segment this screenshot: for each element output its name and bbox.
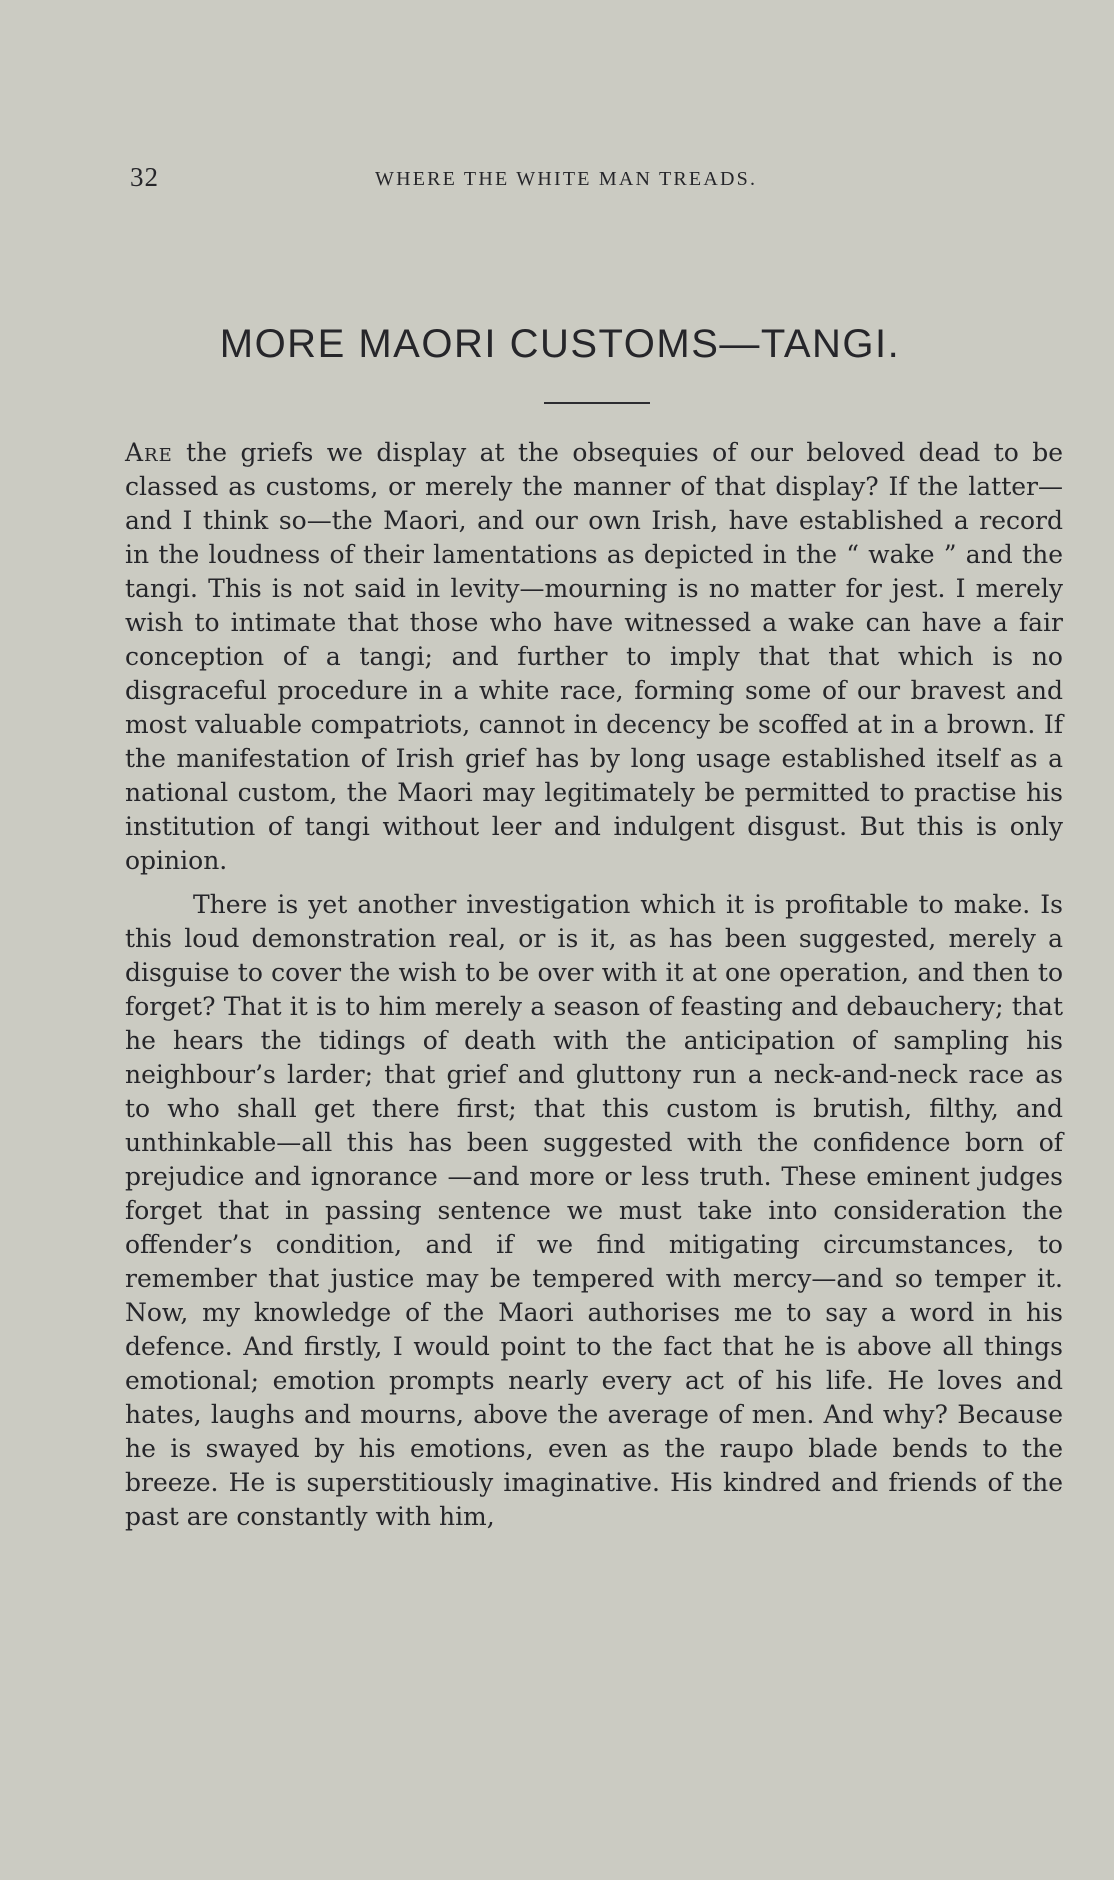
running-title: WHERE THE WHITE MAN TREADS. (375, 168, 758, 190)
title-divider (544, 402, 650, 404)
body-text (125, 436, 1063, 1534)
paragraph-1-lead: Are (125, 438, 173, 467)
paragraph-1-text: the griefs we display at the obsequies of our beloved dead to be classed as customs, or merely the manner of that display? If the latter—and I think so—the Maori, and our own Irish, have established a record in the loudness of their lamentations as depicted in the “ wake ” and the tangi. This is not said in levity—mourning is no matter for jest. I merely wish to intimate that those who have witnessed a wake can have a fair conception of a tangi; and further to imply that that which is no disgraceful procedure in a white race, forming some of our bravest and most valuable compatriots, cannot in decency be scoffed at in a brown. If the manifestation of Irish grief has by long usage established itself as a national custom, the Maori may legitimately be permitted to practise his institution of tangi without leer and indulgent disgust. But this is only opinion. (125, 438, 1063, 875)
page-number: 32 (130, 162, 159, 192)
chapter-title: MORE MAORI CUSTOMS—TANGI. (219, 322, 901, 366)
paragraph-2: There is yet another investigation which it is profitable to make. Is this loud demonstration real, or is it, as has been suggested, merely a disguise to cover the wish to be over with it at one operation, and then to forget? That it is to him merely a season of feasting and debauchery; that he hears the tidings of death with the anticipation of sampling his neighbour’s larder; that grief and gluttony run a neck-and-neck race as to who shall get there first; that this custom is brutish, filthy, and unthinkable—all this has been suggested with the confidence born of prejudice and ignorance —and more or less truth. These eminent judges forget that in passing sentence we must take into consideration the offender’s condition, and if we find mitigating circumstances, to remember that justice may be tempered with mercy—and so temper it. Now, my knowledge of the Maori authorises me to say a word in his defence. And firstly, I would point to the fact that he is above all things emotional; emotion prompts nearly every act of his life. He loves and hates, laughs and mourns, above the average of men. And why? Because he is swayed by his emotions, even as the raupo blade bends to the breeze. He is superstitiously imaginative. His kindred and friends of the past are constantly with him, (125, 890, 1063, 1531)
paragraph-1 (125, 436, 1063, 878)
running-head (130, 160, 990, 200)
